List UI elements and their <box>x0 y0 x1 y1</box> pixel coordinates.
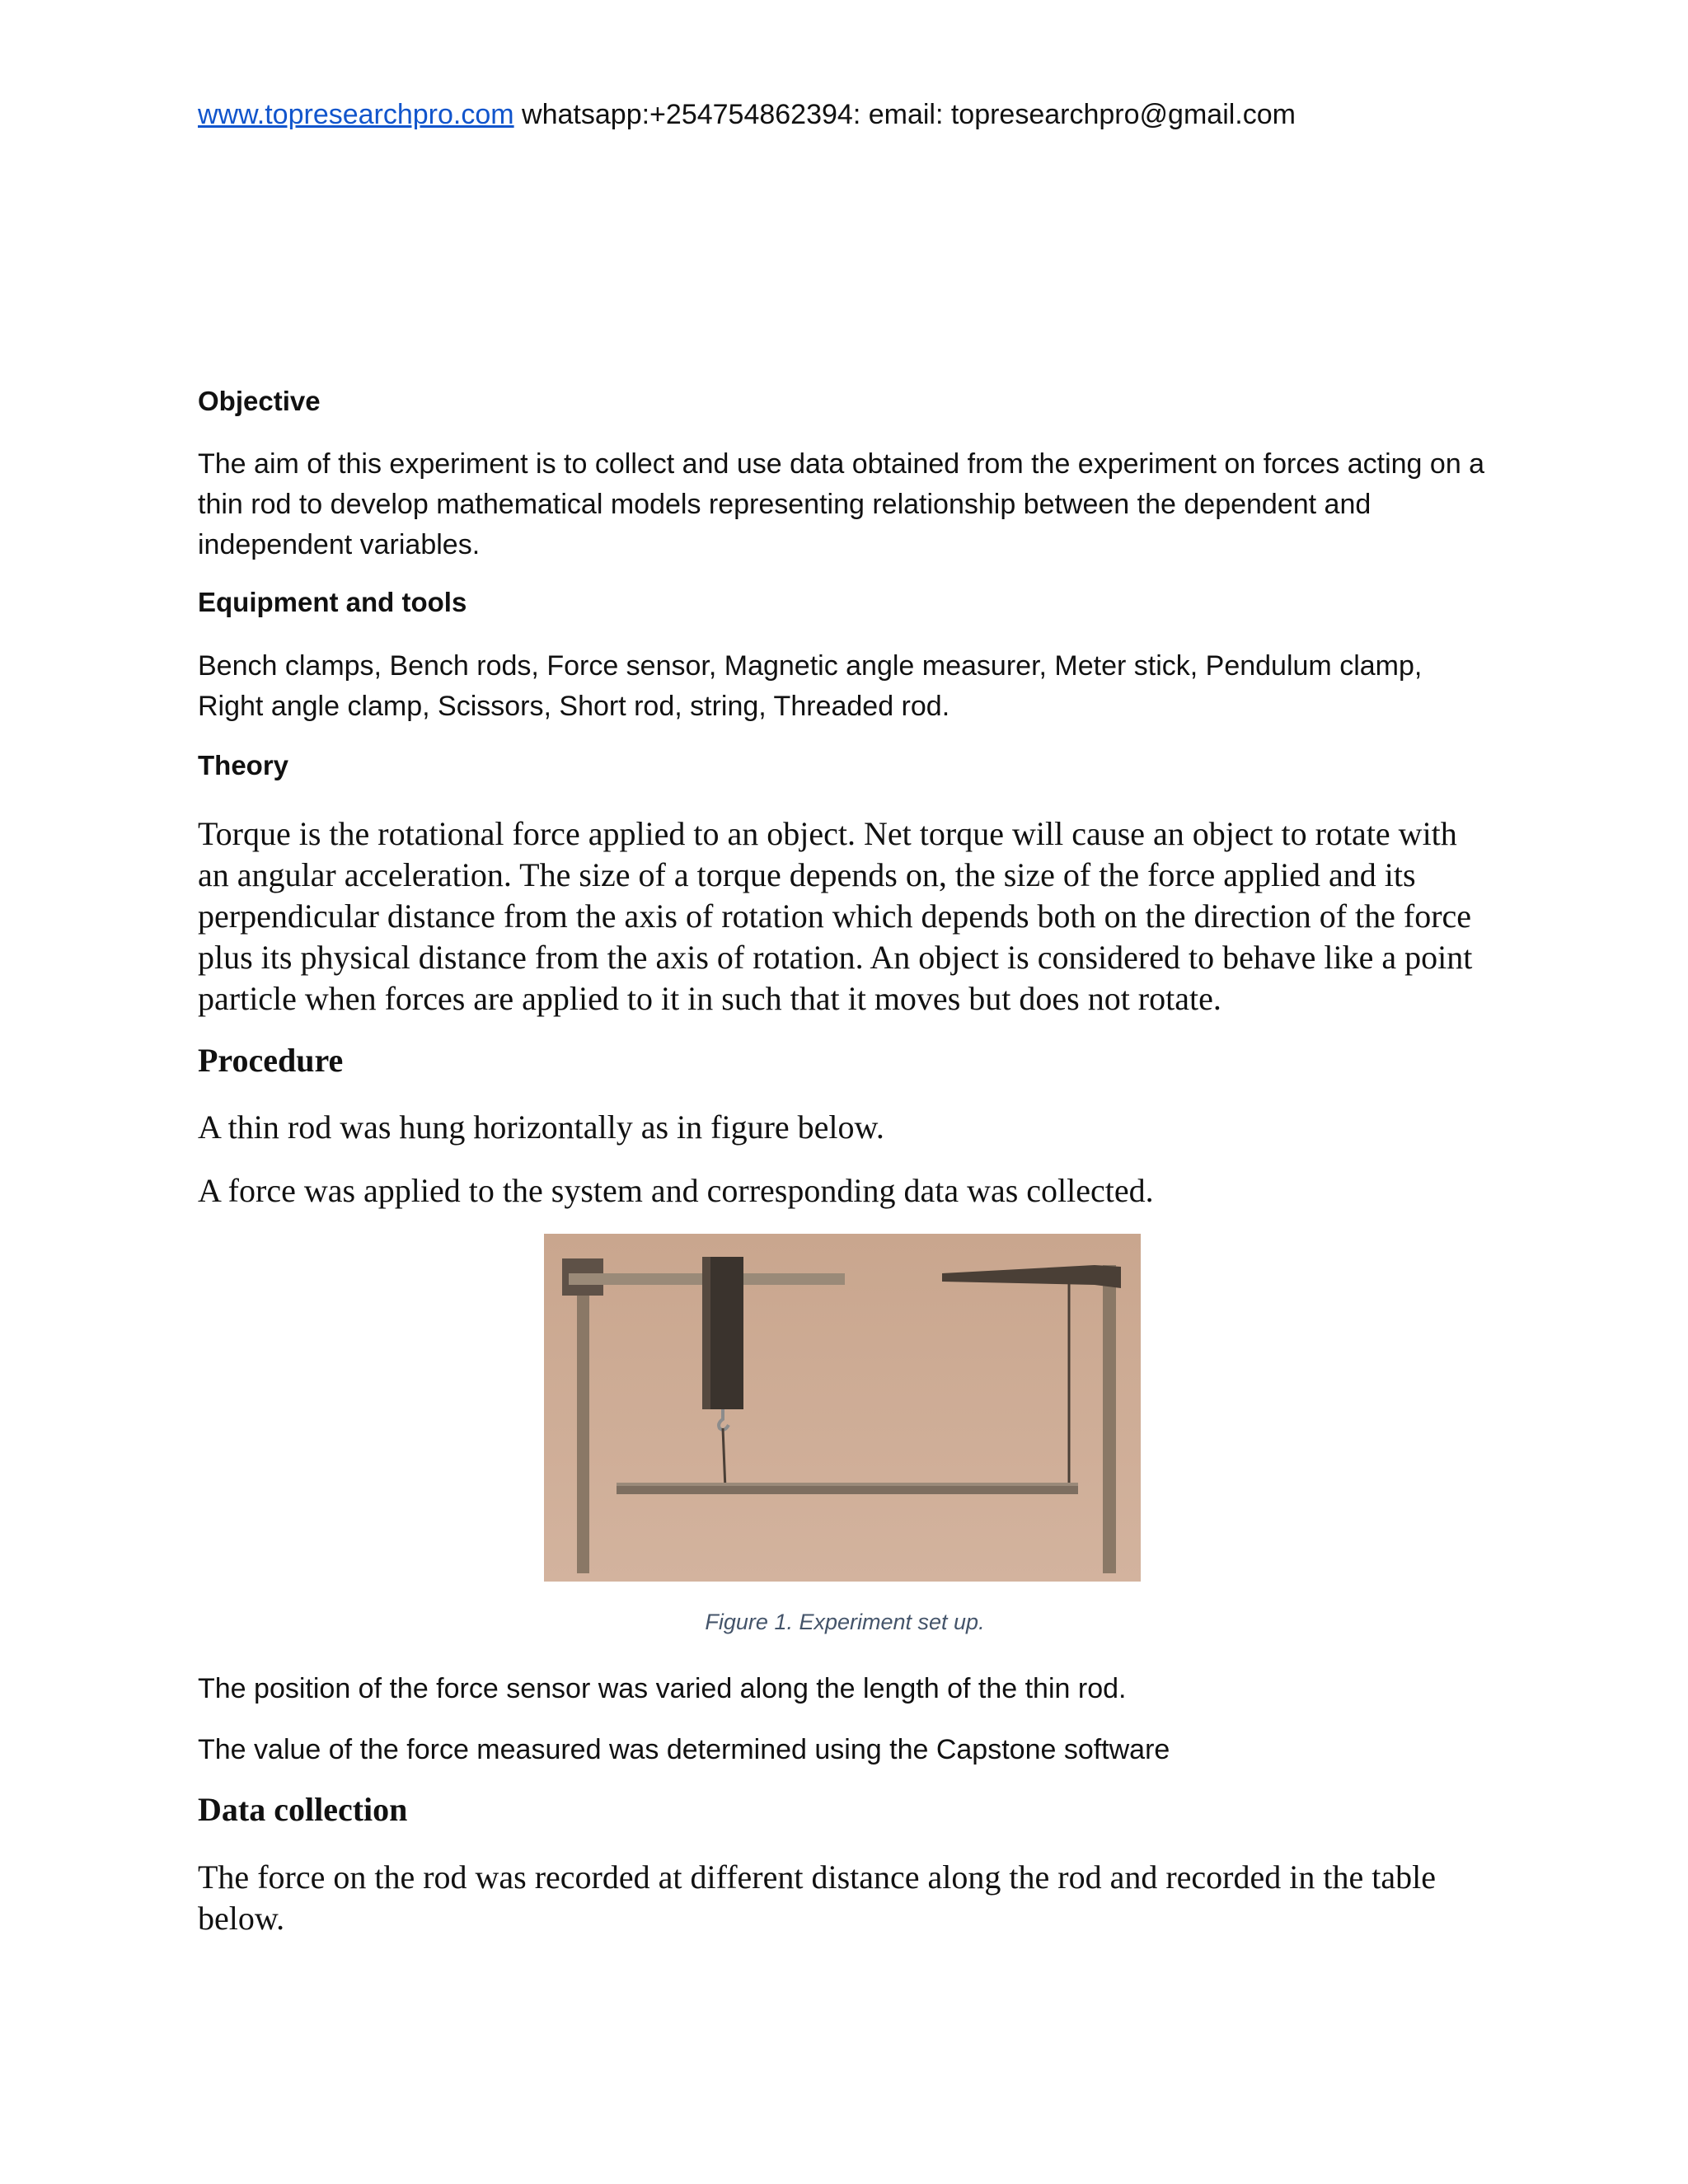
procedure-heading: Procedure <box>198 1042 344 1079</box>
experiment-setup-figure <box>544 1234 1141 1582</box>
procedure-step-1: A thin rod was hung horizontally as in figure below. <box>198 1108 884 1146</box>
data-collection-text: The force on the rod was recorded at different distance along the rod and recorded in the table below. <box>198 1858 1436 1937</box>
website-link[interactable]: www.topresearchpro.com <box>198 99 514 130</box>
page-header <box>198 99 1296 131</box>
objective-text: The aim of this experiment is to collect and use data obtained from the experiment on forces acting on a thin rod to develop mathematical models representing relationship between the dependent and independent variables. <box>198 448 1485 560</box>
equipment-text: Bench clamps, Bench rods, Force sensor, Magnetic angle measurer, Meter stick, Pendulum clamp, Right angle clamp, Scissors, Short rod, string, Threaded rod. <box>198 650 1423 722</box>
photo-background <box>544 1234 1141 1582</box>
objective-heading: Objective <box>198 386 321 416</box>
equipment-heading: Equipment and tools <box>198 587 467 617</box>
procedure-note-1: The position of the force sensor was varied along the length of the thin rod. <box>198 1673 1127 1704</box>
theory-heading: Theory <box>198 750 289 780</box>
right-bench-rod <box>1103 1265 1116 1573</box>
theory-text: Torque is the rotational force applied to an object. Net torque will cause an object to rotate with an angular acceleration. The size of a torque depends on, the size of the force applied and its perpendicular distance from the axis of rotation which depends both on the direction of the force plus its physical distance from the axis of rotation. An object is considered to behave like a point particle when forces are applied to it in such that it moves but does not rotate. <box>198 815 1473 1017</box>
left-bench-rod <box>577 1267 589 1573</box>
data-collection-heading: Data collection <box>198 1791 408 1828</box>
experiment-setup-illustration <box>544 1234 1141 1582</box>
figure-caption: Figure 1. Experiment set up. <box>705 1610 985 1634</box>
procedure-step-2: A force was applied to the system and corresponding data was collected. <box>198 1172 1154 1209</box>
contact-info: whatsapp:+254754862394: email: topresearchpro@gmail.com <box>513 99 1296 130</box>
procedure-note-2: The value of the force measured was determined using the Capstone software <box>198 1734 1170 1765</box>
